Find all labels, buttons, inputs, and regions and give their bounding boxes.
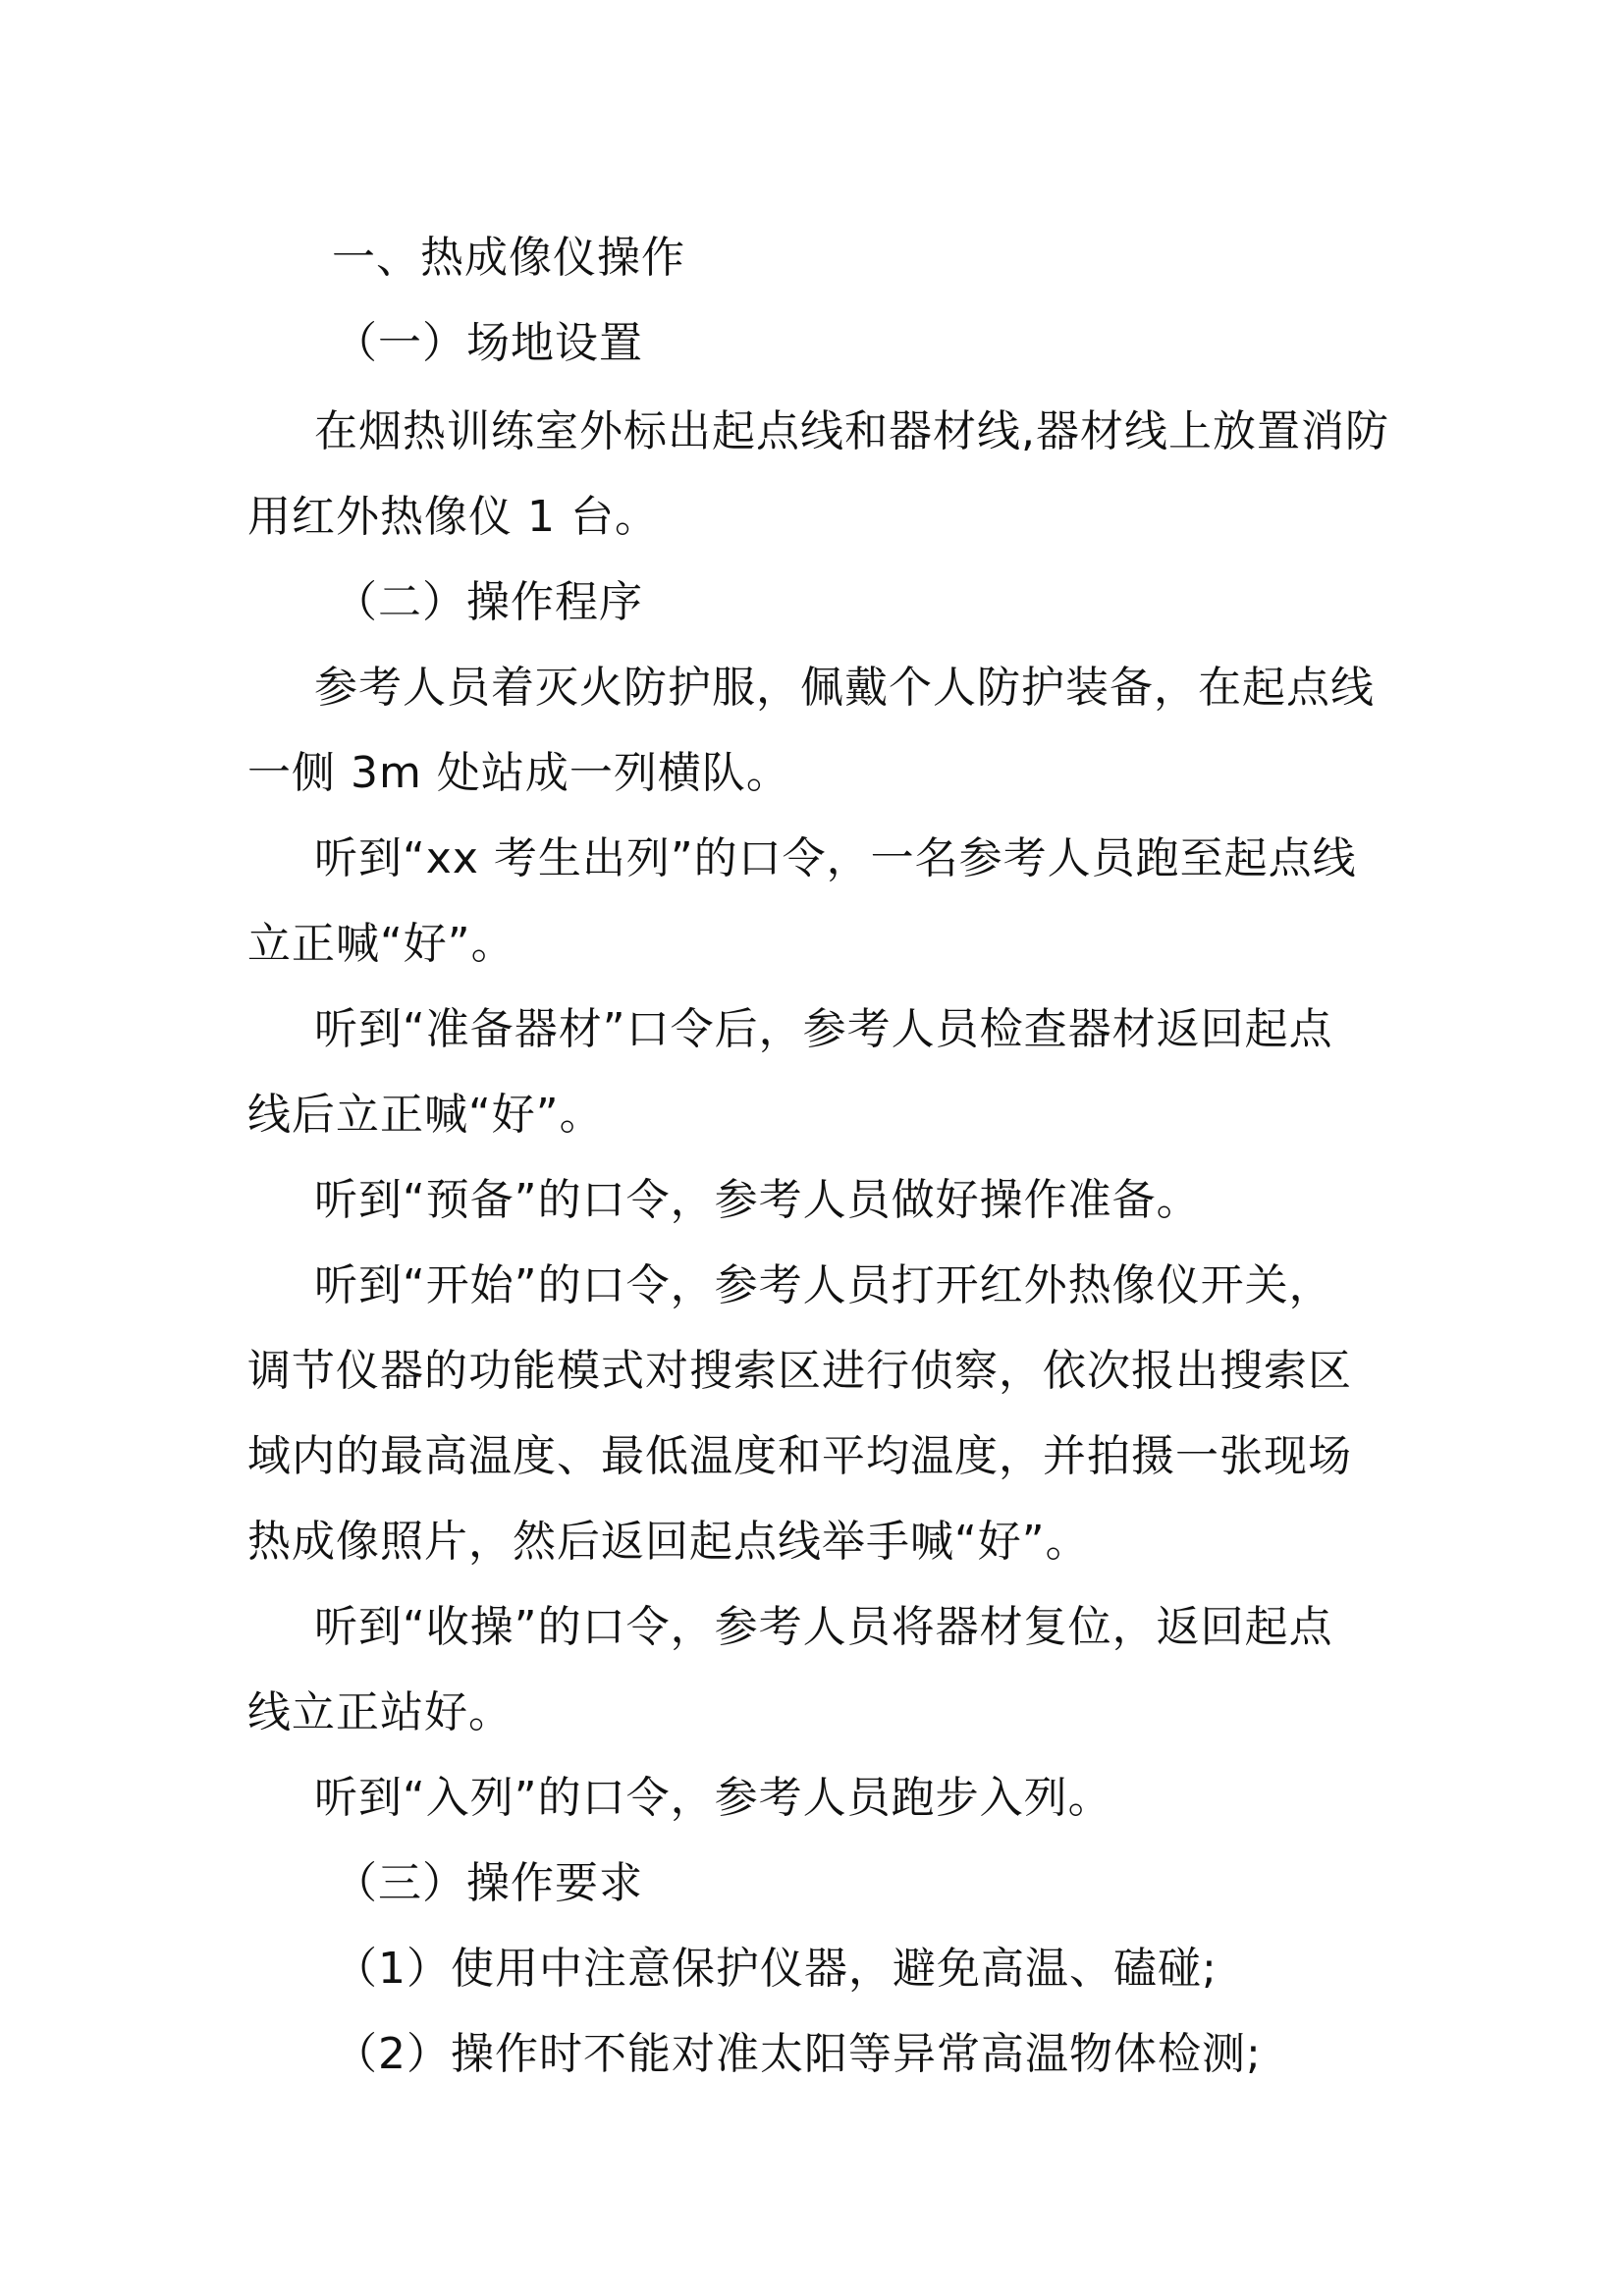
paragraph-line: 一侧 3m 处站成一列横队。 [247, 748, 790, 798]
paragraph-line: 域内的最高温度、最低温度和平均温度，并拍摄一张现场 [247, 1431, 1352, 1481]
paragraph-line: 听到“预备”的口令，参考人员做好操作准备。 [314, 1175, 1201, 1225]
paragraph-line: 调节仪器的功能模式对搜索区进行侦察，依次报出搜索区 [247, 1346, 1352, 1396]
paragraph-line: 在烟热训练室外标出起点线和器材线,器材线上放置消防 [314, 406, 1389, 456]
paragraph-line: 听到“准备器材”口令后，参考人员检查器材返回起点 [314, 1004, 1333, 1054]
paragraph-line: 听到“开始”的口令，参考人员打开红外热像仪开关， [314, 1260, 1333, 1310]
section-title-operation-procedure: （二）操作程序 [334, 577, 643, 627]
requirement-item: （2）操作时不能对准太阳等异常高温物体检测; [334, 2029, 1262, 2079]
paragraph-line: 立正喊“好”。 [247, 919, 515, 969]
requirement-item: （1）使用中注意保护仪器，避免高温、磕碰; [334, 1944, 1218, 1994]
section-title-site-setup: （一）场地设置 [334, 318, 643, 368]
paragraph-line: 线后立正喊“好”。 [247, 1090, 604, 1140]
paragraph-line: 参考人员着灭火防护服，佩戴个人防护装备，在起点线 [314, 663, 1375, 713]
paragraph-line: 听到“入列”的口令，参考人员跑步入列。 [314, 1773, 1112, 1823]
paragraph-line: 线立正站好。 [247, 1687, 513, 1737]
paragraph-line: 热成像照片，然后返回起点线举手喊“好”。 [247, 1517, 1090, 1567]
paragraph-line: 听到“xx 考生出列”的口令，一名参考人员跑至起点线 [314, 833, 1357, 883]
paragraph-line: 用红外热像仪 1 台。 [247, 492, 659, 542]
heading-thermal-imager-operation: 一、热成像仪操作 [332, 233, 685, 283]
section-title-operation-requirements: （三）操作要求 [334, 1858, 643, 1908]
paragraph-line: 听到“收操”的口令，参考人员将器材复位，返回起点 [314, 1602, 1333, 1652]
